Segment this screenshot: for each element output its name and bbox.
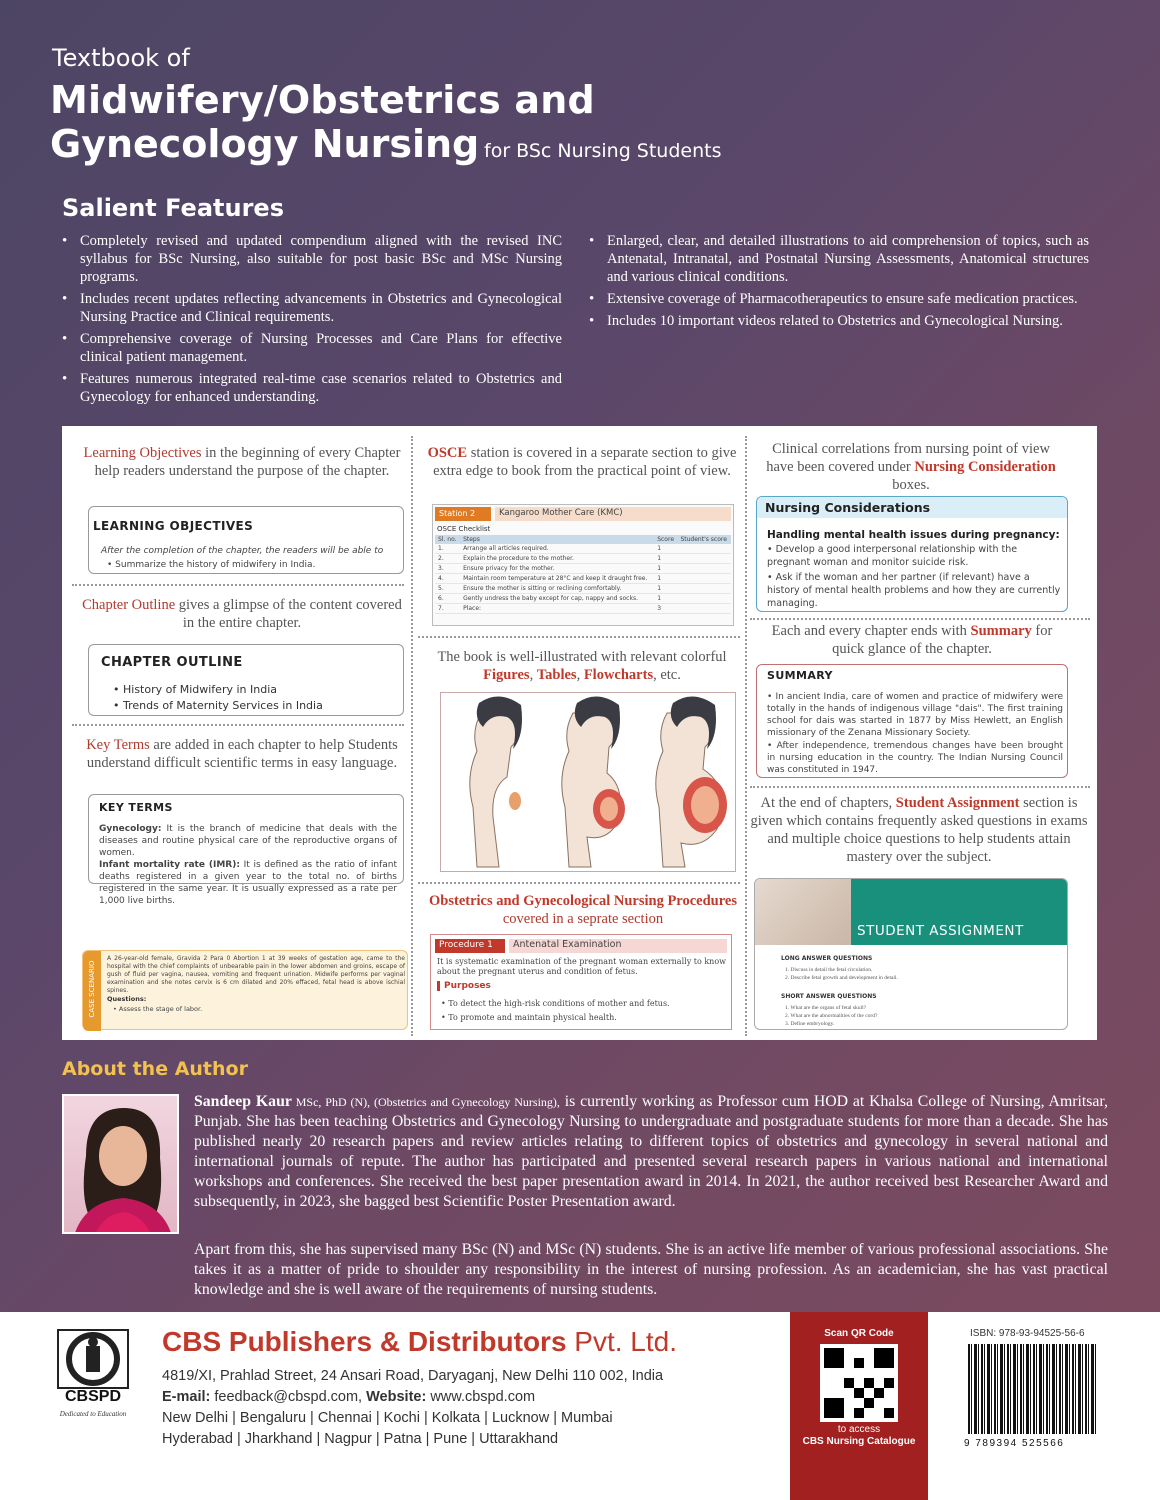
osce-blurb: OSCE station is covered in a separate section to give extra edge to book from the practical point of view. <box>427 445 737 479</box>
qr-code-icon <box>820 1344 898 1422</box>
student-assignment-image: STUDENT ASSIGNMENT LONG ANSWER QUESTIONS 1. Discuss in detail the fetal circulation. 2. Describe fetal growth and development in detail. SHORT ANSWER QUESTIONS 1. What are the organs of fetal skull? 2. What are the abnormalities of the cord? 3. Define embryology. <box>754 878 1068 1030</box>
newborn-photo-icon <box>755 879 851 945</box>
co-blurb: Chapter Outline gives a glimpse of the content covered in the entire chapter. <box>82 597 402 631</box>
illustration-blurb: The book is well-illustrated with relevant colorful Figures, Tables, Flowcharts, etc. <box>437 649 727 683</box>
author-bio-para2: Apart from this, she has supervised many BSc (N) and MSc (N) students. She is an active life member of various professional associations. She takes it as a matter of pride to shoulder any responsibility in the interest of nursing profession. As an academician, she has vast practical knowledge and she is well aware of the requirements of nursing students. <box>194 1241 1108 1298</box>
clinical-blurb: Clinical correlations from nursing point of view have been covered under Nursing Consideration boxes. <box>766 441 1056 493</box>
case-scenario-box: CASE SCENARIO A 26-year-old female, Gravida 2 Para 0 Abortion 1 at 39 weeks of gestation age, came to the hospital with the chief complaints of unbearable pain in the lower abdomen and groins, escape of gush of fluid per vagina, nausea, vomiting and frequent urination. Midwife performs per vaginal examination and she notes cervix is 6 cm dilated and 20% effaced, fetal head is above ischial spines. Questions: • Assess the stage of labor. <box>82 950 408 1030</box>
features-panel <box>62 426 1097 1040</box>
features-left <box>62 232 562 410</box>
feature-item: • Enlarged, clear, and detailed illustrations to aid comprehension of topics, such as Antenatal, Intranatal, and Postnatal Nursing Assessments, Anatomical structures and various clinical conditions. <box>589 232 1089 286</box>
cbspd-logo: CBSPD Dedicated to Education <box>56 1328 130 1432</box>
book-subtitle: for BSc Nursing Students <box>484 140 722 162</box>
book-title-line1: Midwifery/Obstetrics and <box>50 78 595 122</box>
salient-features-heading: Salient Features <box>62 194 284 222</box>
author-bio-para1: Sandeep Kaur MSc, PhD (N), (Obstetrics and Gynecology Nursing), is currently working as Professor cum HOD at Khalsa College of Nursing, Amritsar, Punjab. She has been teaching Obstetrics and Gynecology Nursing to undergraduate and postgraduate students for more than a decade. She has published nearly 20 research papers and review articles relating to different topics of obstetrics and gynecology in several national and international journals of repute. The author has participated and presented several research papers in various national and international workshops and conferences. She received the best paper presentation award in 2014. In 2021, the author received best Researcher Award and subsequently, in 2023, she bagged best Scientific Poster Presentation award. <box>194 1093 1109 1210</box>
procedure-box: Procedure 1 Antenatal Examination It is systematic examination of the pregnant woman externally to know about the pregnant uterus and condition of fetus. Purposes • To detect the high-risk conditions of mother and fetus. • To promote and maintain physical health. <box>430 934 732 1030</box>
feature-item: • Comprehensive coverage of Nursing Processes and Care Plans for effective clinical patient management. <box>62 330 562 366</box>
title-prefix: Textbook of <box>52 44 190 72</box>
learning-objectives-box: LEARNING OBJECTIVES After the completion of the chapter, the readers will be able to • Summarize the history of midwifery in India. <box>88 506 404 574</box>
author-photo <box>62 1094 179 1234</box>
pregnancy-illustration <box>440 692 736 872</box>
about-author-heading: About the Author <box>62 1058 248 1080</box>
barcode-number: 9 789394 525566 <box>964 1438 1065 1449</box>
isbn-label: ISBN: 978-93-94525-56-6 <box>970 1328 1085 1339</box>
procedures-blurb: Obstetrics and Gynecological Nursing Procedures covered in a seprate section <box>429 893 737 927</box>
key-terms-box: KEY TERMS Gynecology: It is the branch of medicine that deals with the diseases and routine physical care of the reproductive organs of women. Infant mortality rate (IMR): It is defined as the ratio of infant deaths registered in a given year to the total no. of births registered in the same year. It is usually expressed as a rate per 1,000 live births. <box>88 794 404 884</box>
summary-box: SUMMARY • In ancient India, care of women and practice of midwifery were totally in the hands of indigenous village "dais". The first training school for dais was started in 1877 by Miss Hewlett, an English missionary of the Zenana Missionary Society. • After independence, tremendous changes have been brought in nursing education in the country. The Indian Nursing Council was constituted in 1947. <box>756 664 1068 778</box>
lo-blurb: Learning Objectives in the beginning of every Chapter help readers understand the purpose of the chapter. <box>83 445 401 479</box>
kt-blurb: Key Terms are added in each chapter to help Students understand difficult scientific terms in easy language. <box>86 737 398 771</box>
publisher-cities-1: New Delhi | Bengaluru | Chennai | Kochi | Kolkata | Lucknow | Mumbai <box>162 1410 613 1426</box>
chapter-outline-box: CHAPTER OUTLINE • History of Midwifery in India • Trends of Maternity Services in India <box>88 644 404 716</box>
summary-blurb: Each and every chapter ends with Summary for quick glance of the chapter. <box>771 623 1053 657</box>
publisher-address: 4819/XI, Prahlad Street, 24 Ansari Road, Daryaganj, New Delhi 110 002, India <box>162 1368 664 1384</box>
barcode-icon <box>968 1344 1096 1434</box>
pregnancy-figures-icon <box>441 693 737 873</box>
osce-checklist-image: Station 2 Kangaroo Mother Care (KMC) OSCE Checklist Sl. no. Steps Score Student's score 1. Arrange all articles required. 1 2. Explain the procedure to the mother. 1 3. Ensure privacy for the mother. 1 4. Maintain room temperature at 28°C and keep it draught free. 1 5. Ensure the mother is sitting or reclining comfortably. 1 6. Gently undress the baby except for cap, nappy and socks. 1 7. Place: 3 <box>432 504 734 626</box>
feature-item: • Includes 10 important videos related to Obstetrics and Gynecological Nursing. <box>589 312 1089 330</box>
assignment-blurb: At the end of chapters, Student Assignment section is given which contains frequently asked questions in exams and multiple choice questions to help students attain mastery over the subject. <box>750 795 1088 865</box>
publisher-strip <box>0 1312 1160 1500</box>
feature-item: • Includes recent updates reflecting advancements in Obstetrics and Gynecological Nursing Practice and Clinical requirements. <box>62 290 562 326</box>
publisher-cities-2: Hyderabad | Jharkhand | Nagpur | Patna | Pune | Uttarakhand <box>162 1431 559 1447</box>
publisher-contact: E-mail: feedback@cbspd.com, Website: www.cbspd.com <box>162 1389 536 1405</box>
book-title-line2: Gynecology Nursing <box>50 122 480 166</box>
nursing-considerations-box: Nursing Considerations Handling mental health issues during pregnancy: • Develop a good interpersonal relationship with the pregnant woman and monitor suicide risk. • Ask if the woman and her partner (if relevant) have a history of mental health problems and how they are currently managing. <box>756 496 1068 612</box>
feature-item: • Extensive coverage of Pharmacotherapeutics to ensure safe medication practices. <box>589 290 1089 308</box>
publisher-name: CBS Publishers & Distributors Pvt. Ltd. <box>162 1326 678 1357</box>
feature-item: • Completely revised and updated compendium aligned with the revised INC syllabus for BSc Nursing, also suitable for post basic BSc and MSc Nursing programs. <box>62 232 562 286</box>
features-right <box>589 232 1089 334</box>
qr-code-panel[interactable]: Scan QR Code to access CBS Nursing Catalogue <box>790 1312 928 1500</box>
author-portrait-icon <box>64 1096 179 1234</box>
feature-item: • Features numerous integrated real-time case scenarios related to Obstetrics and Gynecology for enhanced understanding. <box>62 370 562 406</box>
